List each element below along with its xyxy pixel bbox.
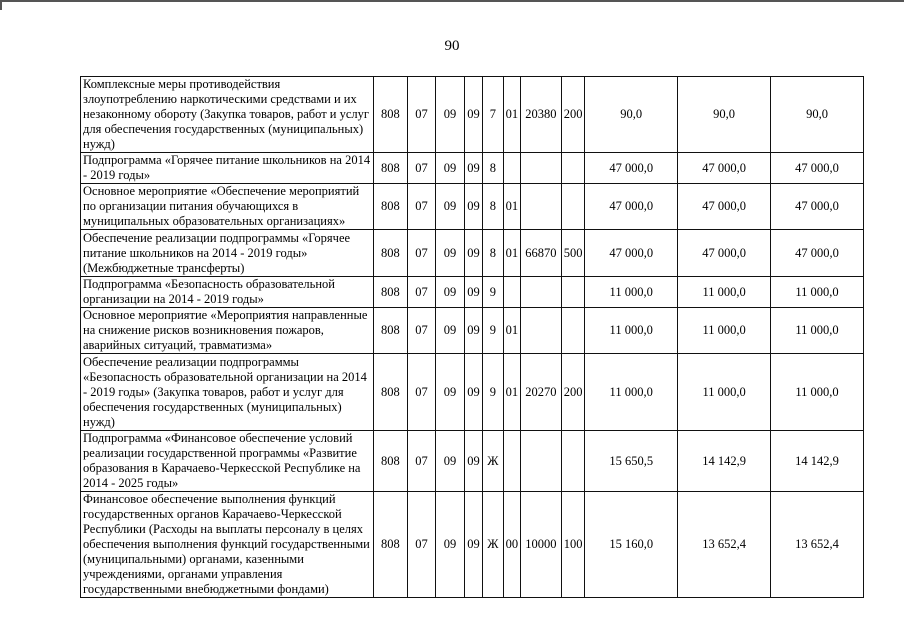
- cell-ved: 808: [373, 277, 407, 308]
- cell-year-1: 47 000,0: [585, 153, 678, 184]
- cell-year-3: 47 000,0: [771, 184, 864, 230]
- cell-year-3: 11 000,0: [771, 308, 864, 354]
- cell-pr: 09: [436, 354, 465, 431]
- cell-csr-4: [520, 308, 561, 354]
- cell-csr-2: 9: [483, 308, 503, 354]
- cell-year-1: 15 160,0: [585, 492, 678, 598]
- cell-vr: [561, 153, 584, 184]
- cell-rz: 07: [407, 308, 436, 354]
- table-row: [81, 77, 864, 153]
- cell-csr-3: 01: [503, 230, 520, 277]
- cell-csr-2: Ж: [483, 492, 503, 598]
- cell-csr-2: 8: [483, 230, 503, 277]
- cell-vr: 200: [561, 77, 584, 153]
- cell-csr-4: [520, 184, 561, 230]
- cell-pr: 09: [436, 492, 465, 598]
- cell-year-1: 90,0: [585, 77, 678, 153]
- cell-csr-1: 09: [464, 184, 482, 230]
- row-name: Комплексные меры противодействия злоупотреблению наркотическими средствами и их незаконному обороту (Закупка товаров, работ и услуг для обеспечения государственных (муниципальных) нужд): [81, 77, 374, 153]
- cell-pr: 09: [436, 230, 465, 277]
- table-row: [81, 354, 864, 431]
- cell-year-3: 11 000,0: [771, 277, 864, 308]
- cell-csr-4: [520, 277, 561, 308]
- row-name: Подпрограмма «Финансовое обеспечение условий реализации государственной программы «Развитие образования в Карачаево-Черкесской Республике на 2014 - 2025 годы»: [81, 431, 374, 492]
- cell-pr: 09: [436, 431, 465, 492]
- cell-csr-3: 01: [503, 184, 520, 230]
- cell-year-2: 11 000,0: [678, 277, 771, 308]
- cell-vr: [561, 308, 584, 354]
- budget-table: [80, 76, 864, 598]
- cell-csr-2: 7: [483, 77, 503, 153]
- row-name: Основное мероприятие «Обеспечение мероприятий по организации питания обучающихся в муниципальных образовательных организациях»: [81, 184, 374, 230]
- cell-vr: [561, 184, 584, 230]
- cell-vr: 100: [561, 492, 584, 598]
- cell-rz: 07: [407, 184, 436, 230]
- cell-year-3: 11 000,0: [771, 354, 864, 431]
- cell-year-2: 11 000,0: [678, 354, 771, 431]
- cell-pr: 09: [436, 184, 465, 230]
- cell-ved: 808: [373, 153, 407, 184]
- cell-csr-3: 00: [503, 492, 520, 598]
- table-row: [81, 277, 864, 308]
- cell-year-2: 47 000,0: [678, 230, 771, 277]
- cell-csr-3: 01: [503, 308, 520, 354]
- cell-csr-2: 8: [483, 153, 503, 184]
- cell-year-2: 47 000,0: [678, 153, 771, 184]
- cell-csr-1: 09: [464, 230, 482, 277]
- table-body: [81, 77, 864, 598]
- cell-vr: 500: [561, 230, 584, 277]
- cell-csr-1: 09: [464, 153, 482, 184]
- row-name: Подпрограмма «Безопасность образовательной организации на 2014 - 2019 годы»: [81, 277, 374, 308]
- cell-rz: 07: [407, 492, 436, 598]
- cell-pr: 09: [436, 308, 465, 354]
- cell-rz: 07: [407, 277, 436, 308]
- table-row: [81, 492, 864, 598]
- cell-csr-2: 8: [483, 184, 503, 230]
- table-row: [81, 153, 864, 184]
- row-name: Финансовое обеспечение выполнения функций государственных органов Карачаево-Черкесской Республики (Расходы на выплаты персоналу в целях обеспечения выполнения функций государственными (муниципальными) органами, казенными учреждениями, органами управления государственными внебюджетными фондами): [81, 492, 374, 598]
- cell-csr-3: [503, 277, 520, 308]
- cell-csr-4: 20380: [520, 77, 561, 153]
- cell-vr: [561, 431, 584, 492]
- cell-year-3: 14 142,9: [771, 431, 864, 492]
- row-name: Основное мероприятие «Мероприятия направленные на снижение рисков возникновения пожаров, аварийных ситуаций, травматизма»: [81, 308, 374, 354]
- cell-ved: 808: [373, 230, 407, 277]
- cell-rz: 07: [407, 354, 436, 431]
- cell-ved: 808: [373, 308, 407, 354]
- table-row: [81, 230, 864, 277]
- cell-pr: 09: [436, 77, 465, 153]
- cell-ved: 808: [373, 77, 407, 153]
- cell-csr-1: 09: [464, 431, 482, 492]
- cell-csr-3: 01: [503, 77, 520, 153]
- cell-csr-3: [503, 431, 520, 492]
- cell-csr-3: 01: [503, 354, 520, 431]
- cell-year-2: 47 000,0: [678, 184, 771, 230]
- row-name: Подпрограмма «Горячее питание школьников на 2014 - 2019 годы»: [81, 153, 374, 184]
- table-row: [81, 431, 864, 492]
- cell-year-1: 15 650,5: [585, 431, 678, 492]
- cell-csr-1: 09: [464, 308, 482, 354]
- cell-year-3: 13 652,4: [771, 492, 864, 598]
- cell-vr: 200: [561, 354, 584, 431]
- cell-year-3: 90,0: [771, 77, 864, 153]
- cell-year-1: 47 000,0: [585, 184, 678, 230]
- cell-year-3: 47 000,0: [771, 230, 864, 277]
- cell-ved: 808: [373, 184, 407, 230]
- cell-csr-2: Ж: [483, 431, 503, 492]
- cell-pr: 09: [436, 153, 465, 184]
- cell-year-1: 11 000,0: [585, 354, 678, 431]
- cell-csr-1: 09: [464, 277, 482, 308]
- cell-csr-4: 10000: [520, 492, 561, 598]
- cell-ved: 808: [373, 492, 407, 598]
- cell-year-1: 11 000,0: [585, 308, 678, 354]
- cell-csr-4: 66870: [520, 230, 561, 277]
- page-number: 90: [444, 38, 460, 54]
- table-row: [81, 184, 864, 230]
- row-name: Обеспечение реализации подпрограммы «Безопасность образовательной организации на 2014 - 2019 годы» (Закупка товаров, работ и услуг для обеспечения государственных (муниципальных) нужд): [81, 354, 374, 431]
- cell-year-2: 11 000,0: [678, 308, 771, 354]
- cell-csr-4: [520, 153, 561, 184]
- cell-rz: 07: [407, 153, 436, 184]
- cell-csr-2: 9: [483, 354, 503, 431]
- cell-year-1: 47 000,0: [585, 230, 678, 277]
- cell-csr-2: 9: [483, 277, 503, 308]
- row-name: Обеспечение реализации подпрограммы «Горячее питание школьников на 2014 - 2019 годы» (Межбюджетные трансферты): [81, 230, 374, 277]
- cell-year-2: 90,0: [678, 77, 771, 153]
- cell-ved: 808: [373, 431, 407, 492]
- table-row: [81, 308, 864, 354]
- cell-csr-4: [520, 431, 561, 492]
- cell-year-3: 47 000,0: [771, 153, 864, 184]
- cell-csr-1: 09: [464, 77, 482, 153]
- cell-csr-1: 09: [464, 354, 482, 431]
- cell-pr: 09: [436, 277, 465, 308]
- cell-ved: 808: [373, 354, 407, 431]
- cell-csr-4: 20270: [520, 354, 561, 431]
- cell-vr: [561, 277, 584, 308]
- cell-rz: 07: [407, 230, 436, 277]
- scan-edge: [0, 0, 904, 10]
- cell-rz: 07: [407, 77, 436, 153]
- cell-year-1: 11 000,0: [585, 277, 678, 308]
- cell-year-2: 13 652,4: [678, 492, 771, 598]
- cell-csr-3: [503, 153, 520, 184]
- cell-rz: 07: [407, 431, 436, 492]
- cell-csr-1: 09: [464, 492, 482, 598]
- cell-year-2: 14 142,9: [678, 431, 771, 492]
